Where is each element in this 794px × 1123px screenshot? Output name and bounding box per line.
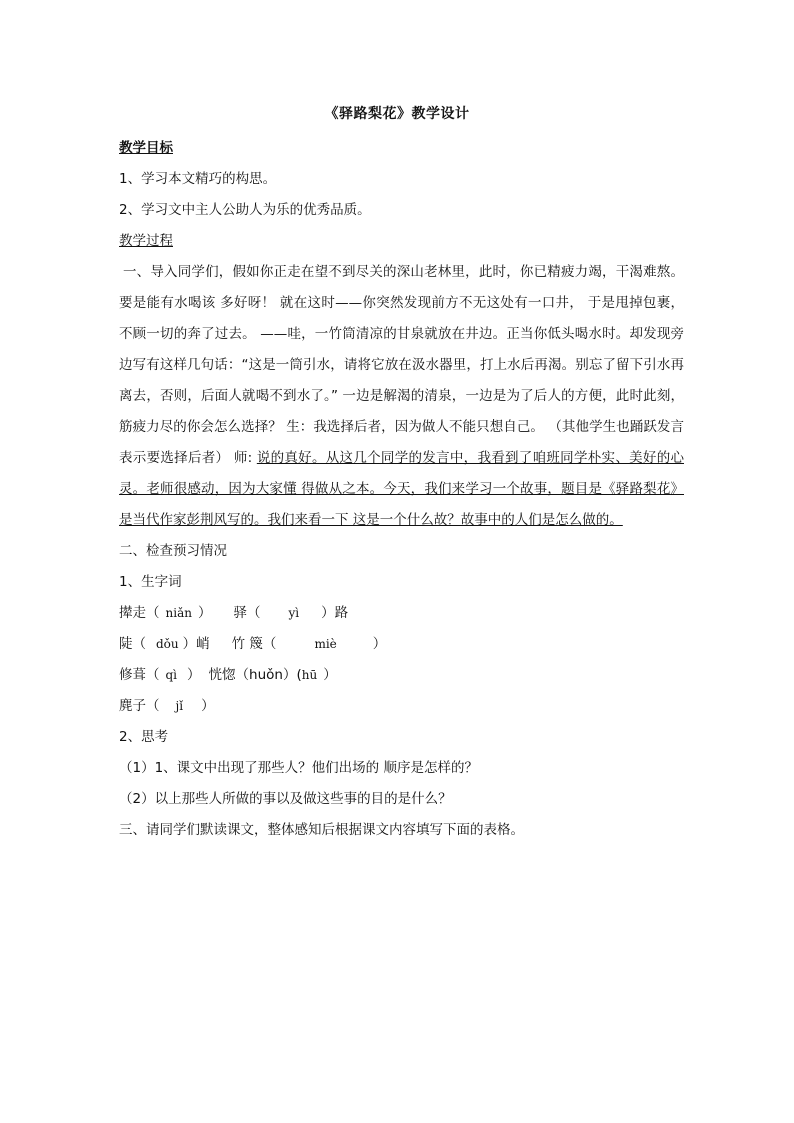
vocab-word: 竹 篾（ bbox=[231, 636, 277, 652]
goal-item-1: 1、学习本文精巧的构思。 bbox=[119, 171, 277, 187]
question-2: （2）以上那些人所做的事以及做这些事的目的是什么？ bbox=[119, 791, 452, 807]
vocab-pinyin: niǎn bbox=[165, 606, 192, 620]
vocab-word: ）路 bbox=[321, 605, 349, 621]
intro-underlined-text: 说的真好。从这几个同学的发言中，我看到了咱班同学朴实、美好的心灵。老师很感动，因为大家懂 得做从之本。今天，我们来学习一个故事，题目是《驿路梨花》 是当代作家彭荆风写的。我们来看一下 这是一个什么故？故事中的人们是怎么做的。 bbox=[119, 450, 684, 528]
vocab-row-2 bbox=[119, 629, 684, 660]
vocab-word: 麂子（ bbox=[119, 698, 160, 714]
document-title: 《驿路梨花》教学设计 bbox=[324, 106, 470, 122]
vocab-row-1 bbox=[119, 598, 684, 629]
vocab-word: ） bbox=[201, 698, 215, 714]
document-body bbox=[119, 133, 684, 846]
vocab-word: ） bbox=[372, 636, 387, 652]
vocab-pinyin: yì bbox=[288, 606, 300, 620]
vocab-word: 修葺（ bbox=[119, 667, 160, 683]
vocab-word: ）峭 bbox=[182, 636, 210, 652]
intro-paragraph bbox=[119, 257, 684, 536]
goals-heading: 教学目标 bbox=[119, 140, 173, 156]
goal-item-2: 2、学习文中主人公助人为乐的优秀品质。 bbox=[119, 202, 371, 218]
vocab-word: ） bbox=[187, 667, 201, 683]
vocab-word: ） bbox=[197, 605, 212, 621]
vocab-word: ） bbox=[323, 667, 337, 683]
vocab-row-3 bbox=[119, 660, 684, 691]
vocab-pinyin: jǐ bbox=[175, 699, 184, 713]
vocab-pinyin: miè bbox=[314, 637, 337, 651]
process-heading-row bbox=[119, 226, 684, 257]
vocab-pinyin: hū bbox=[301, 668, 318, 682]
vocab-word: 陡（ bbox=[119, 636, 146, 652]
reading-instruction: 三、请同学们默读课文，整体感知后根据课文内容填写下面的表格。 bbox=[119, 822, 524, 838]
vocab-heading: 1、生字词 bbox=[119, 574, 182, 590]
vocab-word: 撵走（ bbox=[119, 605, 160, 621]
goals-heading-row bbox=[119, 133, 684, 164]
vocab-pinyin: dǒu bbox=[156, 637, 179, 651]
preview-heading: 二、检查预习情况 bbox=[119, 543, 227, 559]
intro-text: 一、导入同学们，假如你正走在望不到尽关的深山老林里，此时，你已精疲力竭，干渴难熬。 要是能有水喝该 多好呀！ 就在这时——你突然发现前方不无这处有一口井， 于是甩掉包裹，不顾一切的奔了过去。 ——哇，一竹筒清凉的甘泉就放在井边。正当你低头喝水时。却发现旁边写有这样几句话：“这是一筒引水，请将它放在汲水器里，打上水后再渴。别忘了留下引水再离去，否则，后面人就喝不到水了。” 一边是解渴的清泉，一边是为了后人的方便，此时此刻，筋疲力尽的你会怎么选择？ 生：我选择后者，因为做人不能只想自己。 （其他学生也踊跃发言表示要选择后者） 师: bbox=[119, 264, 684, 466]
process-heading: 教学过程 bbox=[119, 233, 173, 249]
vocab-word: 驿（ bbox=[233, 605, 261, 621]
question-1: （1）1、课文中出现了那些人？他们出场的 顺序是怎样的？ bbox=[119, 760, 478, 776]
vocab-word: 恍惚（huǒn）( bbox=[208, 667, 302, 683]
think-heading: 2、思考 bbox=[119, 729, 169, 745]
vocab-row-4 bbox=[119, 691, 684, 722]
vocab-pinyin: qì bbox=[165, 668, 178, 682]
